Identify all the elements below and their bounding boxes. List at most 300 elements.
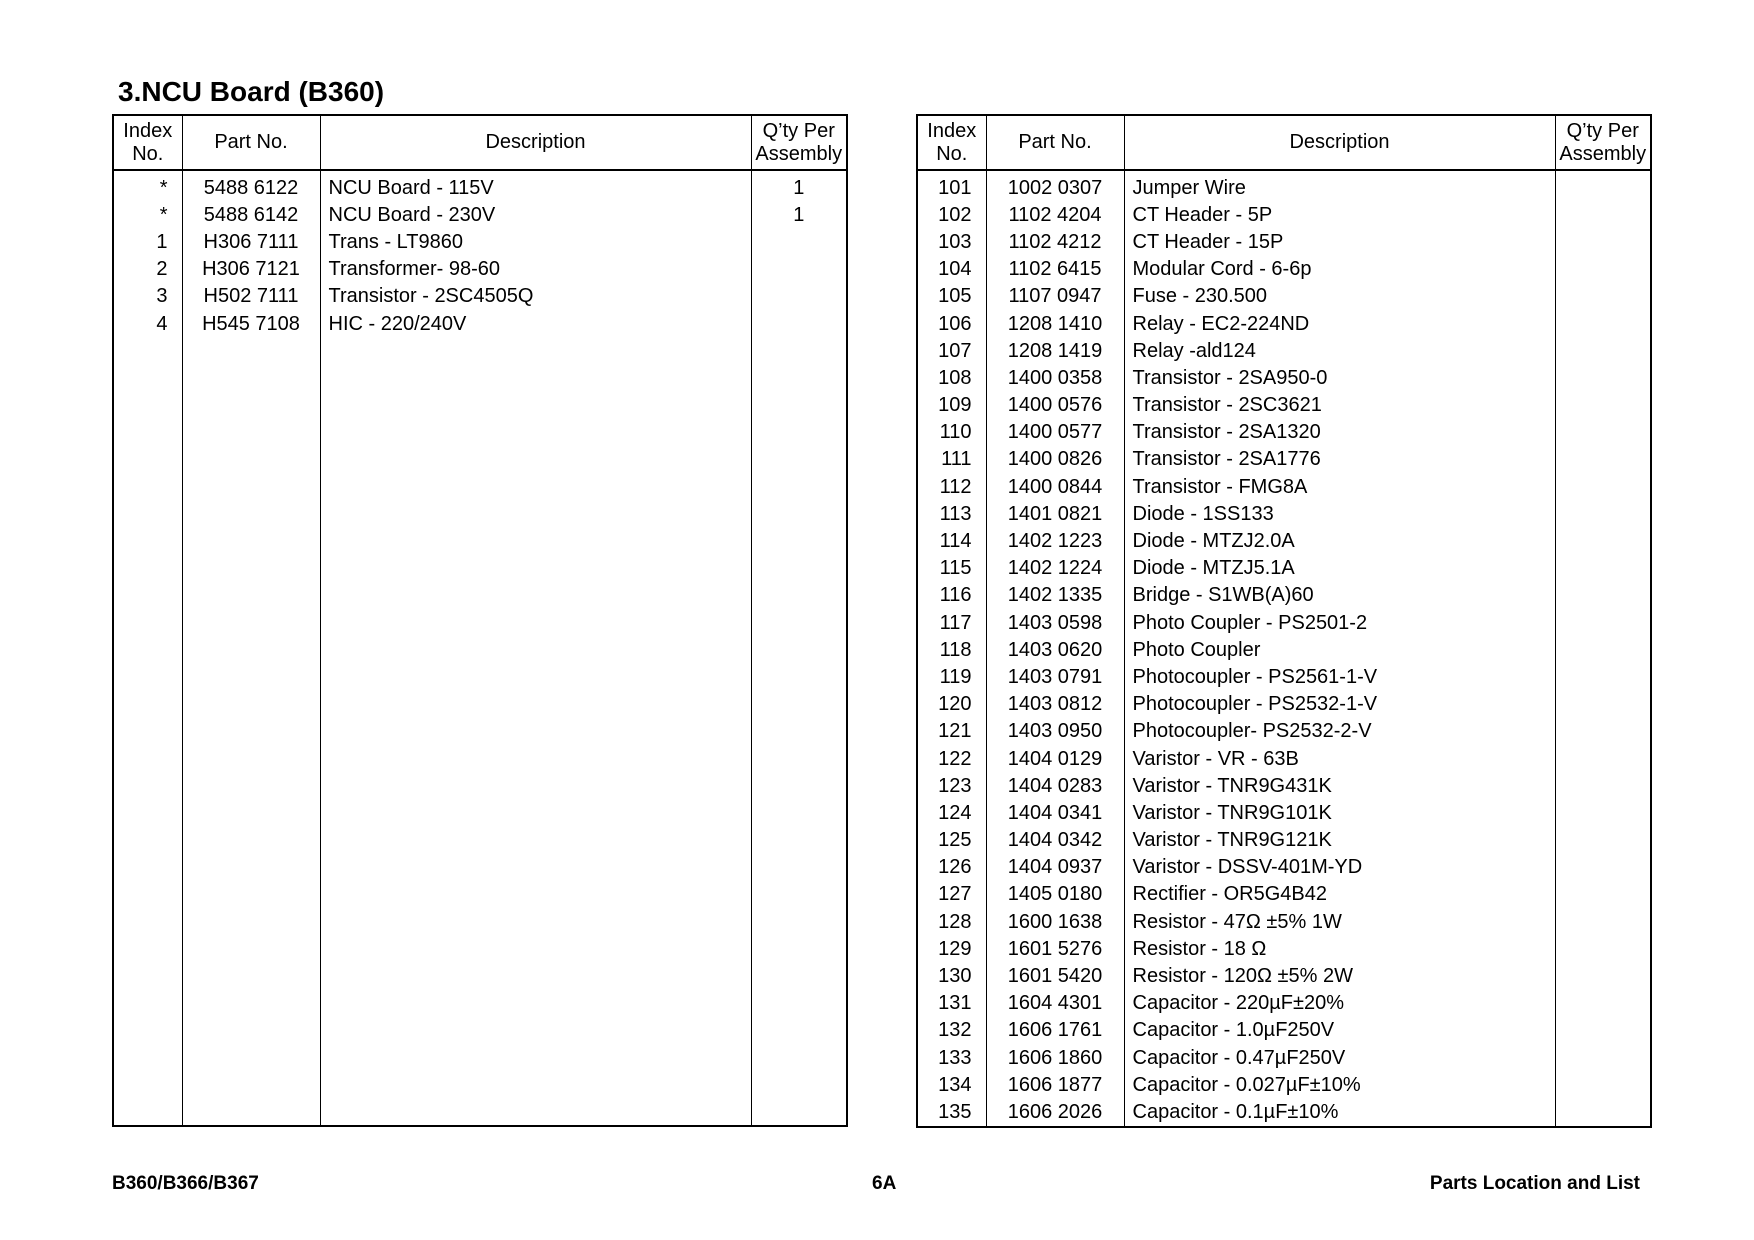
- row-description-text: Photo Coupler: [1132, 638, 1261, 661]
- row-part-no-text: H545 7108: [202, 312, 300, 335]
- row-description-text: Varistor - VR - 63B: [1132, 747, 1299, 770]
- row-part-no: [986, 170, 1124, 201]
- row-qty: [1555, 1044, 1651, 1071]
- row-description-text: Varistor - DSSV-401M-YD: [1132, 856, 1363, 879]
- row-description-text: CT Header - 5P: [1132, 203, 1273, 226]
- row-qty: [1555, 473, 1651, 500]
- row-index: [917, 935, 986, 962]
- row-part-no: [182, 310, 320, 337]
- row-description: [1124, 555, 1555, 582]
- table-row: [917, 799, 1651, 826]
- row-description: [320, 228, 751, 255]
- row-description: [1124, 1071, 1555, 1098]
- row-part-no: [182, 283, 320, 310]
- row-description: [1124, 962, 1555, 989]
- row-qty: [1555, 772, 1651, 799]
- row-description: [1124, 609, 1555, 636]
- row-index-text: 120: [938, 693, 972, 716]
- row-part-no: [182, 170, 320, 201]
- row-qty: [1555, 337, 1651, 364]
- row-index: [917, 799, 986, 826]
- table-row: [917, 881, 1651, 908]
- row-part-no-text: H306 7121: [202, 258, 300, 281]
- table-row: [917, 527, 1651, 554]
- table-row: [917, 663, 1651, 690]
- row-description-text: Photo Coupler - PS2501-2: [1132, 611, 1368, 634]
- table-row: [917, 1071, 1651, 1098]
- row-qty-text: 1: [793, 203, 805, 226]
- row-index-text: 114: [939, 530, 972, 553]
- row-qty: [1555, 609, 1651, 636]
- row-part-no: [986, 473, 1124, 500]
- row-part-no-text: 1401 0821: [1007, 502, 1103, 525]
- row-part-no-text: 1403 0791: [1007, 665, 1103, 688]
- row-index-text: 2: [156, 258, 168, 281]
- row-part-no: [986, 201, 1124, 228]
- row-part-no-text: 1601 5420: [1007, 965, 1103, 988]
- row-index-text: 111: [941, 448, 972, 471]
- row-description: [1124, 745, 1555, 772]
- row-description-text: Transistor - 2SA1320: [1132, 421, 1321, 444]
- row-qty: [1555, 310, 1651, 337]
- row-index: [917, 663, 986, 690]
- row-description: [1124, 228, 1555, 255]
- header-description: Description: [1124, 115, 1555, 170]
- row-part-no: [986, 337, 1124, 364]
- table-filler-cell: [986, 1126, 1124, 1127]
- row-part-no-text: 1102 6415: [1008, 258, 1102, 281]
- table-row: [917, 636, 1651, 663]
- row-index-text: *: [159, 203, 168, 226]
- table-row: [113, 283, 847, 310]
- header-qty-line1: Q’ty Per: [1566, 119, 1639, 142]
- row-description: [1124, 799, 1555, 826]
- row-index-text: 135: [938, 1100, 972, 1123]
- row-index: [917, 990, 986, 1017]
- table-row: [113, 170, 847, 201]
- row-part-no: [182, 228, 320, 255]
- table-row: [917, 854, 1651, 881]
- row-description: [1124, 473, 1555, 500]
- row-index-text: 121: [938, 720, 972, 743]
- row-index-text: 130: [938, 965, 972, 988]
- row-index: [113, 201, 182, 228]
- row-part-no: [986, 256, 1124, 283]
- row-part-no-text: 1400 0576: [1007, 394, 1103, 417]
- row-description-text: Capacitor - 1.0µF250V: [1132, 1019, 1335, 1042]
- row-index: [917, 337, 986, 364]
- row-description: [1124, 691, 1555, 718]
- row-description-text: Transistor - FMG8A: [1132, 475, 1308, 498]
- row-part-no-text: 1606 1761: [1007, 1019, 1103, 1042]
- row-qty: [1555, 935, 1651, 962]
- row-description-text: Trans - LT9860: [328, 230, 464, 253]
- row-part-no: [986, 527, 1124, 554]
- row-part-no: [986, 827, 1124, 854]
- row-index: [917, 228, 986, 255]
- row-index-text: 133: [938, 1046, 972, 1069]
- row-part-no-text: H306 7111: [203, 230, 299, 253]
- parts-table-right: [916, 114, 1652, 1128]
- row-index: [917, 881, 986, 908]
- row-index: [917, 283, 986, 310]
- row-part-no-text: 1405 0180: [1007, 883, 1103, 906]
- header-index-line1: Index: [123, 119, 173, 142]
- row-description: [1124, 392, 1555, 419]
- table-filler-cell: [113, 337, 182, 1126]
- row-index: [113, 283, 182, 310]
- row-description-text: Relay -ald124: [1132, 339, 1256, 362]
- header-qty-line1: Q’ty Per: [762, 119, 835, 142]
- row-index-text: 122: [938, 747, 972, 770]
- row-index: [917, 555, 986, 582]
- row-description: [1124, 364, 1555, 391]
- row-part-no: [986, 582, 1124, 609]
- row-index: [917, 854, 986, 881]
- row-description: [1124, 663, 1555, 690]
- row-description-text: Transistor - 2SA1776: [1132, 448, 1321, 471]
- row-description-text: Capacitor - 220µF±20%: [1132, 992, 1344, 1015]
- row-index: [917, 908, 986, 935]
- row-index-text: 129: [938, 937, 972, 960]
- row-part-no-text: 1102 4204: [1008, 203, 1102, 226]
- row-part-no: [986, 718, 1124, 745]
- row-part-no-text: 1402 1223: [1007, 530, 1103, 553]
- row-qty: [751, 283, 847, 310]
- table-row: [917, 337, 1651, 364]
- row-part-no: [986, 745, 1124, 772]
- row-description: [320, 283, 751, 310]
- row-index-text: 117: [939, 611, 972, 634]
- row-qty: [1555, 364, 1651, 391]
- row-index-text: 115: [939, 557, 972, 580]
- row-description-text: NCU Board - 115V: [328, 176, 494, 199]
- table-row: [917, 718, 1651, 745]
- row-part-no: [986, 908, 1124, 935]
- row-description: [1124, 881, 1555, 908]
- row-qty: [1555, 636, 1651, 663]
- row-qty: [1555, 582, 1651, 609]
- table-row: [917, 745, 1651, 772]
- row-part-no: [986, 500, 1124, 527]
- table-row: [917, 1044, 1651, 1071]
- row-part-no: [986, 881, 1124, 908]
- table-row: [917, 446, 1651, 473]
- row-part-no-text: 1606 1860: [1007, 1046, 1103, 1069]
- row-index: [113, 228, 182, 255]
- parts-table-left: [112, 114, 848, 1127]
- row-description: [320, 256, 751, 283]
- parts-table-right-body: [917, 170, 1651, 1127]
- row-part-no: [986, 636, 1124, 663]
- row-description: [1124, 1044, 1555, 1071]
- row-part-no: [182, 201, 320, 228]
- row-index-text: 116: [939, 584, 972, 607]
- row-index-text: 110: [939, 421, 972, 444]
- row-index: [917, 962, 986, 989]
- row-description: [1124, 636, 1555, 663]
- row-part-no: [986, 283, 1124, 310]
- table-row: [917, 962, 1651, 989]
- row-index: [917, 500, 986, 527]
- table-header-row: [917, 115, 1651, 170]
- row-description-text: Diode - MTZJ2.0A: [1132, 530, 1295, 553]
- row-index-text: 107: [938, 339, 972, 362]
- header-index-line1: Index: [927, 119, 977, 142]
- row-part-no-text: 1403 0620: [1007, 638, 1103, 661]
- row-qty: [1555, 827, 1651, 854]
- row-qty: [751, 310, 847, 337]
- row-index-text: 126: [938, 856, 972, 879]
- row-qty: [1555, 1071, 1651, 1098]
- row-description-text: Resistor - 18 Ω: [1132, 937, 1267, 960]
- row-index: [917, 691, 986, 718]
- row-description: [320, 201, 751, 228]
- row-part-no: [986, 1044, 1124, 1071]
- row-description-text: Resistor - 47Ω ±5% 1W: [1132, 910, 1342, 933]
- table-row: [917, 908, 1651, 935]
- row-qty: [1555, 256, 1651, 283]
- row-part-no-text: 1402 1224: [1007, 557, 1103, 580]
- row-qty: [1555, 1098, 1651, 1125]
- row-qty: [751, 201, 847, 228]
- row-part-no: [986, 364, 1124, 391]
- row-description-text: Transformer- 98-60: [328, 258, 501, 281]
- row-part-no: [986, 555, 1124, 582]
- row-part-no-text: 1208 1419: [1007, 339, 1103, 362]
- row-index-text: 105: [938, 285, 972, 308]
- table-row: [917, 1017, 1651, 1044]
- row-qty: [1555, 555, 1651, 582]
- row-description: [1124, 446, 1555, 473]
- row-index: [917, 609, 986, 636]
- row-index-text: 125: [938, 829, 972, 852]
- row-part-no-text: 1404 0937: [1007, 856, 1103, 879]
- row-description-text: Fuse - 230.500: [1132, 285, 1268, 308]
- table-row: [917, 228, 1651, 255]
- row-part-no-text: 1404 0283: [1007, 774, 1103, 797]
- header-part-no: Part No.: [182, 115, 320, 170]
- row-part-no-text: 1400 0826: [1007, 448, 1103, 471]
- header-index-line2: No.: [936, 142, 968, 165]
- row-description-text: Resistor - 120Ω ±5% 2W: [1132, 965, 1353, 988]
- table-row: [917, 310, 1651, 337]
- row-qty: [1555, 718, 1651, 745]
- header-index: [113, 115, 182, 170]
- row-index-text: 134: [938, 1073, 972, 1096]
- row-qty: [1555, 745, 1651, 772]
- row-qty: [1555, 419, 1651, 446]
- table-filler-cell: [1124, 1126, 1555, 1127]
- row-part-no-text: 1606 1877: [1007, 1073, 1103, 1096]
- row-description-text: Capacitor - 0.47µF250V: [1132, 1046, 1346, 1069]
- row-qty-text: 1: [793, 176, 805, 199]
- row-index-text: 128: [938, 910, 972, 933]
- row-part-no-text: 1403 0812: [1007, 693, 1103, 716]
- table-filler-cell: [1555, 1126, 1651, 1127]
- row-description-text: Bridge - S1WB(A)60: [1132, 584, 1314, 607]
- row-part-no-text: 5488 6122: [203, 176, 299, 199]
- row-qty: [1555, 527, 1651, 554]
- table-row: [917, 1098, 1651, 1125]
- table-row: [917, 609, 1651, 636]
- row-part-no: [986, 691, 1124, 718]
- row-description-text: Diode - MTZJ5.1A: [1132, 557, 1295, 580]
- footer-model: B360/B366/B367: [112, 1173, 259, 1194]
- row-index: [113, 310, 182, 337]
- row-index: [917, 446, 986, 473]
- row-part-no: [986, 962, 1124, 989]
- table-row: [917, 990, 1651, 1017]
- row-description-text: Capacitor - 0.1µF±10%: [1132, 1100, 1339, 1123]
- table-row: [917, 419, 1651, 446]
- row-part-no-text: 1400 0358: [1007, 366, 1103, 389]
- row-index-text: 109: [938, 394, 972, 417]
- row-qty: [1555, 392, 1651, 419]
- row-part-no: [986, 772, 1124, 799]
- row-description: [320, 170, 751, 201]
- table-row: [113, 256, 847, 283]
- row-part-no: [986, 1017, 1124, 1044]
- row-index-text: 118: [939, 638, 972, 661]
- row-description: [1124, 827, 1555, 854]
- row-part-no: [986, 663, 1124, 690]
- row-index-text: 106: [938, 312, 972, 335]
- header-qty: [751, 115, 847, 170]
- row-qty: [751, 228, 847, 255]
- header-qty: [1555, 115, 1651, 170]
- table-row: [917, 827, 1651, 854]
- row-description-text: Varistor - TNR9G121K: [1132, 829, 1332, 852]
- row-description: [1124, 582, 1555, 609]
- row-qty: [1555, 881, 1651, 908]
- row-index-text: 113: [939, 502, 972, 525]
- row-part-no-text: 1402 1335: [1007, 584, 1103, 607]
- row-qty: [1555, 228, 1651, 255]
- row-part-no-text: 1404 0341: [1007, 801, 1103, 824]
- row-part-no: [986, 854, 1124, 881]
- header-index-line2: No.: [132, 142, 164, 165]
- row-part-no-text: 1404 0129: [1007, 747, 1103, 770]
- row-description-text: Transistor - 2SA950-0: [1132, 366, 1328, 389]
- table-row: [917, 364, 1651, 391]
- row-index: [917, 745, 986, 772]
- row-part-no: [986, 419, 1124, 446]
- row-description: [1124, 854, 1555, 881]
- header-qty-line2: Assembly: [1559, 142, 1647, 165]
- table-row: [917, 582, 1651, 609]
- row-description: [1124, 1017, 1555, 1044]
- row-part-no: [986, 228, 1124, 255]
- row-index: [917, 310, 986, 337]
- row-index: [917, 772, 986, 799]
- row-index-text: *: [159, 176, 168, 199]
- row-index-text: 124: [938, 801, 972, 824]
- row-index-text: 101: [938, 176, 972, 199]
- row-qty: [1555, 663, 1651, 690]
- table-filler-cell: [182, 337, 320, 1126]
- row-part-no-text: 1002 0307: [1007, 176, 1103, 199]
- table-row: [113, 228, 847, 255]
- table-row: [113, 201, 847, 228]
- row-part-no: [986, 392, 1124, 419]
- row-description: [1124, 283, 1555, 310]
- row-description-text: Varistor - TNR9G101K: [1132, 801, 1332, 824]
- row-index-text: 1: [156, 230, 168, 253]
- row-index: [917, 473, 986, 500]
- row-index: [917, 636, 986, 663]
- row-description-text: Capacitor - 0.027µF±10%: [1132, 1073, 1361, 1096]
- row-qty: [751, 170, 847, 201]
- row-index: [917, 419, 986, 446]
- row-part-no: [182, 256, 320, 283]
- row-description-text: HIC - 220/240V: [328, 312, 467, 335]
- row-index-text: 108: [938, 366, 972, 389]
- row-index: [917, 718, 986, 745]
- row-index: [917, 1017, 986, 1044]
- row-description: [1124, 419, 1555, 446]
- row-index: [917, 1071, 986, 1098]
- row-description: [320, 310, 751, 337]
- row-index: [917, 256, 986, 283]
- header-description: Description: [320, 115, 751, 170]
- table-row: [917, 283, 1651, 310]
- table-row: [917, 772, 1651, 799]
- row-description: [1124, 527, 1555, 554]
- row-qty: [1555, 962, 1651, 989]
- row-qty: [751, 256, 847, 283]
- row-description-text: Diode - 1SS133: [1132, 502, 1274, 525]
- row-part-no: [986, 799, 1124, 826]
- row-part-no-text: 1601 5276: [1007, 937, 1103, 960]
- row-part-no-text: 1600 1638: [1007, 910, 1103, 933]
- row-part-no-text: H502 7111: [203, 285, 299, 308]
- row-description: [1124, 772, 1555, 799]
- row-part-no-text: 1404 0342: [1007, 829, 1103, 852]
- header-part-no: Part No.: [986, 115, 1124, 170]
- row-description-text: Transistor - 2SC4505Q: [328, 285, 534, 308]
- row-description: [1124, 500, 1555, 527]
- row-description: [1124, 170, 1555, 201]
- row-part-no-text: 1102 4212: [1008, 230, 1102, 253]
- table-row: [917, 555, 1651, 582]
- table-row: [917, 170, 1651, 201]
- row-index-text: 112: [939, 475, 972, 498]
- row-qty: [1555, 201, 1651, 228]
- row-qty: [1555, 500, 1651, 527]
- row-description: [1124, 935, 1555, 962]
- row-index-text: 127: [938, 883, 972, 906]
- header-index: [917, 115, 986, 170]
- table-header-row: [113, 115, 847, 170]
- row-description: [1124, 256, 1555, 283]
- row-index-text: 3: [156, 285, 168, 308]
- row-description: [1124, 908, 1555, 935]
- row-description-text: Modular Cord - 6-6p: [1132, 258, 1312, 281]
- row-qty: [1555, 446, 1651, 473]
- row-description-text: Photocoupler - PS2561-1-V: [1132, 665, 1378, 688]
- row-qty: [1555, 908, 1651, 935]
- row-index-text: 102: [938, 203, 972, 226]
- row-description-text: Rectifier - OR5G4B42: [1132, 883, 1328, 906]
- row-description: [1124, 990, 1555, 1017]
- row-index-text: 123: [938, 774, 972, 797]
- table-filler-row: [917, 1126, 1651, 1127]
- row-part-no: [986, 446, 1124, 473]
- row-index: [917, 827, 986, 854]
- row-index: [917, 527, 986, 554]
- row-description-text: Photocoupler - PS2532-1-V: [1132, 693, 1378, 716]
